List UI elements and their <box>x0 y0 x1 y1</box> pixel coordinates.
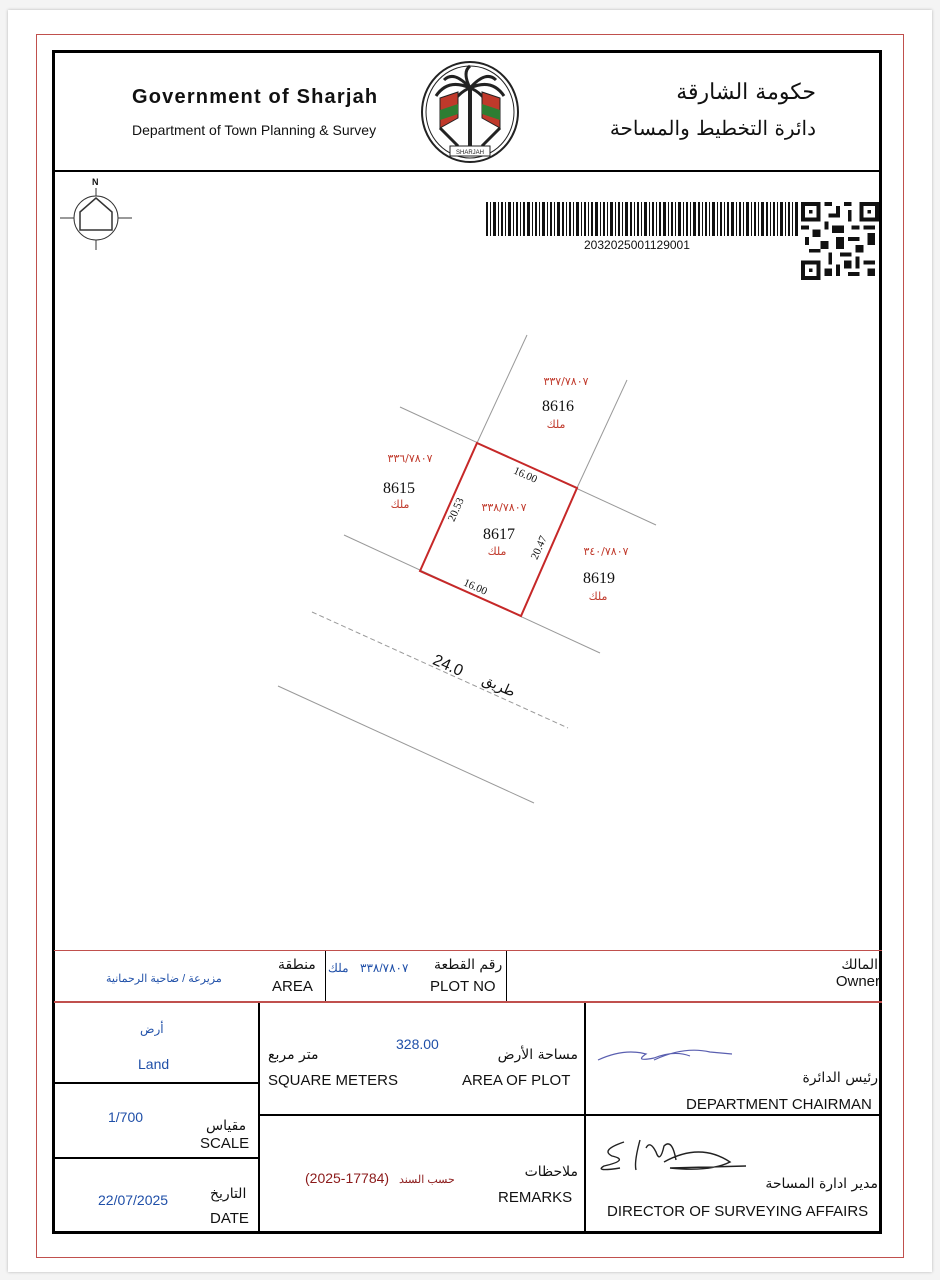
grid-divider <box>258 1003 260 1232</box>
area-label-en: AREA <box>272 978 313 995</box>
remarks-value-row <box>305 1170 455 1186</box>
grid-divider <box>54 1157 259 1159</box>
director-title-en: DIRECTOR OF SURVEYING AFFAIRS <box>607 1203 869 1220</box>
plot-tag: ملك <box>328 961 349 975</box>
plot-8619-number: 8619 <box>583 570 615 587</box>
area-value: مزيرعة / ضاحية الرحمانية <box>106 973 222 985</box>
info-divider <box>506 951 507 1001</box>
date-label-ar: التاريخ <box>210 1186 247 1202</box>
emblem-banner-text: SHARJAH <box>455 150 485 156</box>
plot-8619-code: ٣٤٠/٧٨٠٧ <box>583 545 629 558</box>
land-type-ar: أرض <box>140 1022 164 1036</box>
plot-8617-code: ٣٣٨/٧٨٠٧ <box>481 501 527 514</box>
grid-divider <box>258 1114 882 1116</box>
plot-code: ٣٣٨/٧٨٠٧ <box>360 961 409 975</box>
grid-divider <box>54 1082 259 1084</box>
plot-label-en: PLOT NO <box>430 978 496 995</box>
boundary-line <box>577 380 627 488</box>
plot-area-value: 328.00 <box>396 1036 439 1052</box>
scale-value: 1/700 <box>108 1109 144 1125</box>
remarks-label-en: REMARKS <box>498 1189 573 1206</box>
plot-8615-code: ٣٣٦/٧٨٠٧ <box>387 452 433 465</box>
remarks-value-ar: حسب السند <box>398 1174 455 1186</box>
road-label: طريق <box>479 672 518 701</box>
chairman-title-ar: رئيس الدائرة <box>802 1070 878 1086</box>
area-of-plot-en: AREA OF PLOT <box>462 1072 571 1089</box>
director-signature <box>590 1132 750 1182</box>
date-label-en: DATE <box>210 1210 249 1227</box>
government-title-en: Government of Sharjah <box>132 86 379 108</box>
info-divider <box>325 951 326 1001</box>
plot-8616-tag: ملك <box>546 418 566 431</box>
scale-label-en: SCALE <box>200 1135 250 1152</box>
plot-8617-tag: ملك <box>487 545 507 558</box>
square-meters-ar: متر مربع <box>268 1047 319 1063</box>
government-title-ar: حكومة الشارقة <box>676 80 816 105</box>
plot-8616-code: ٣٣٧/٧٨٠٧ <box>543 375 589 388</box>
department-title-ar: دائرة التخطيط والمساحة <box>609 116 816 140</box>
grid-divider <box>584 1003 586 1232</box>
square-meters-en: SQUARE METERS <box>268 1072 399 1089</box>
land-type-en: Land <box>138 1056 170 1072</box>
department-title-en: Department of Town Planning & Survey <box>132 122 377 138</box>
road-width: 24.0 <box>430 651 466 680</box>
dimension-right: 20.47 <box>528 534 550 562</box>
plot-8615-tag: ملك <box>390 498 410 511</box>
director-title-ar: مدير ادارة المساحة <box>765 1176 878 1192</box>
plot-8617-number: 8617 <box>483 526 515 543</box>
north-label: N <box>92 177 99 187</box>
area-label-ar: منطقة <box>278 957 316 973</box>
plot-label-ar: رقم القطعة <box>434 957 503 973</box>
dimension-top: 16.00 <box>511 464 539 486</box>
area-of-plot-ar: مساحة الأرض <box>497 1047 578 1063</box>
remarks-value: (2025-17784) <box>305 1170 390 1186</box>
plot-8619-tag: ملك <box>588 590 608 603</box>
chairman-signature <box>594 1040 744 1070</box>
owner-label-ar: المالك <box>841 957 878 973</box>
plot-8615-number: 8615 <box>383 480 415 497</box>
info-row <box>54 951 882 1001</box>
owner-label-en: Owner <box>835 973 880 990</box>
barcode-number: 2032025001129001 <box>584 238 690 252</box>
date-value: 22/07/2025 <box>98 1192 169 1208</box>
chairman-title-en: DEPARTMENT CHAIRMAN <box>686 1096 872 1113</box>
plot-8616-number: 8616 <box>542 398 574 415</box>
dimension-bottom: 16.00 <box>461 576 489 598</box>
scale-label-ar: مقياس <box>206 1118 247 1134</box>
boundary-line <box>477 335 527 443</box>
dimension-left: 20.53 <box>445 496 467 524</box>
info-bottom-rule <box>54 1001 882 1003</box>
road-edge <box>278 686 534 803</box>
remarks-label-ar: ملاحظات <box>524 1164 578 1180</box>
